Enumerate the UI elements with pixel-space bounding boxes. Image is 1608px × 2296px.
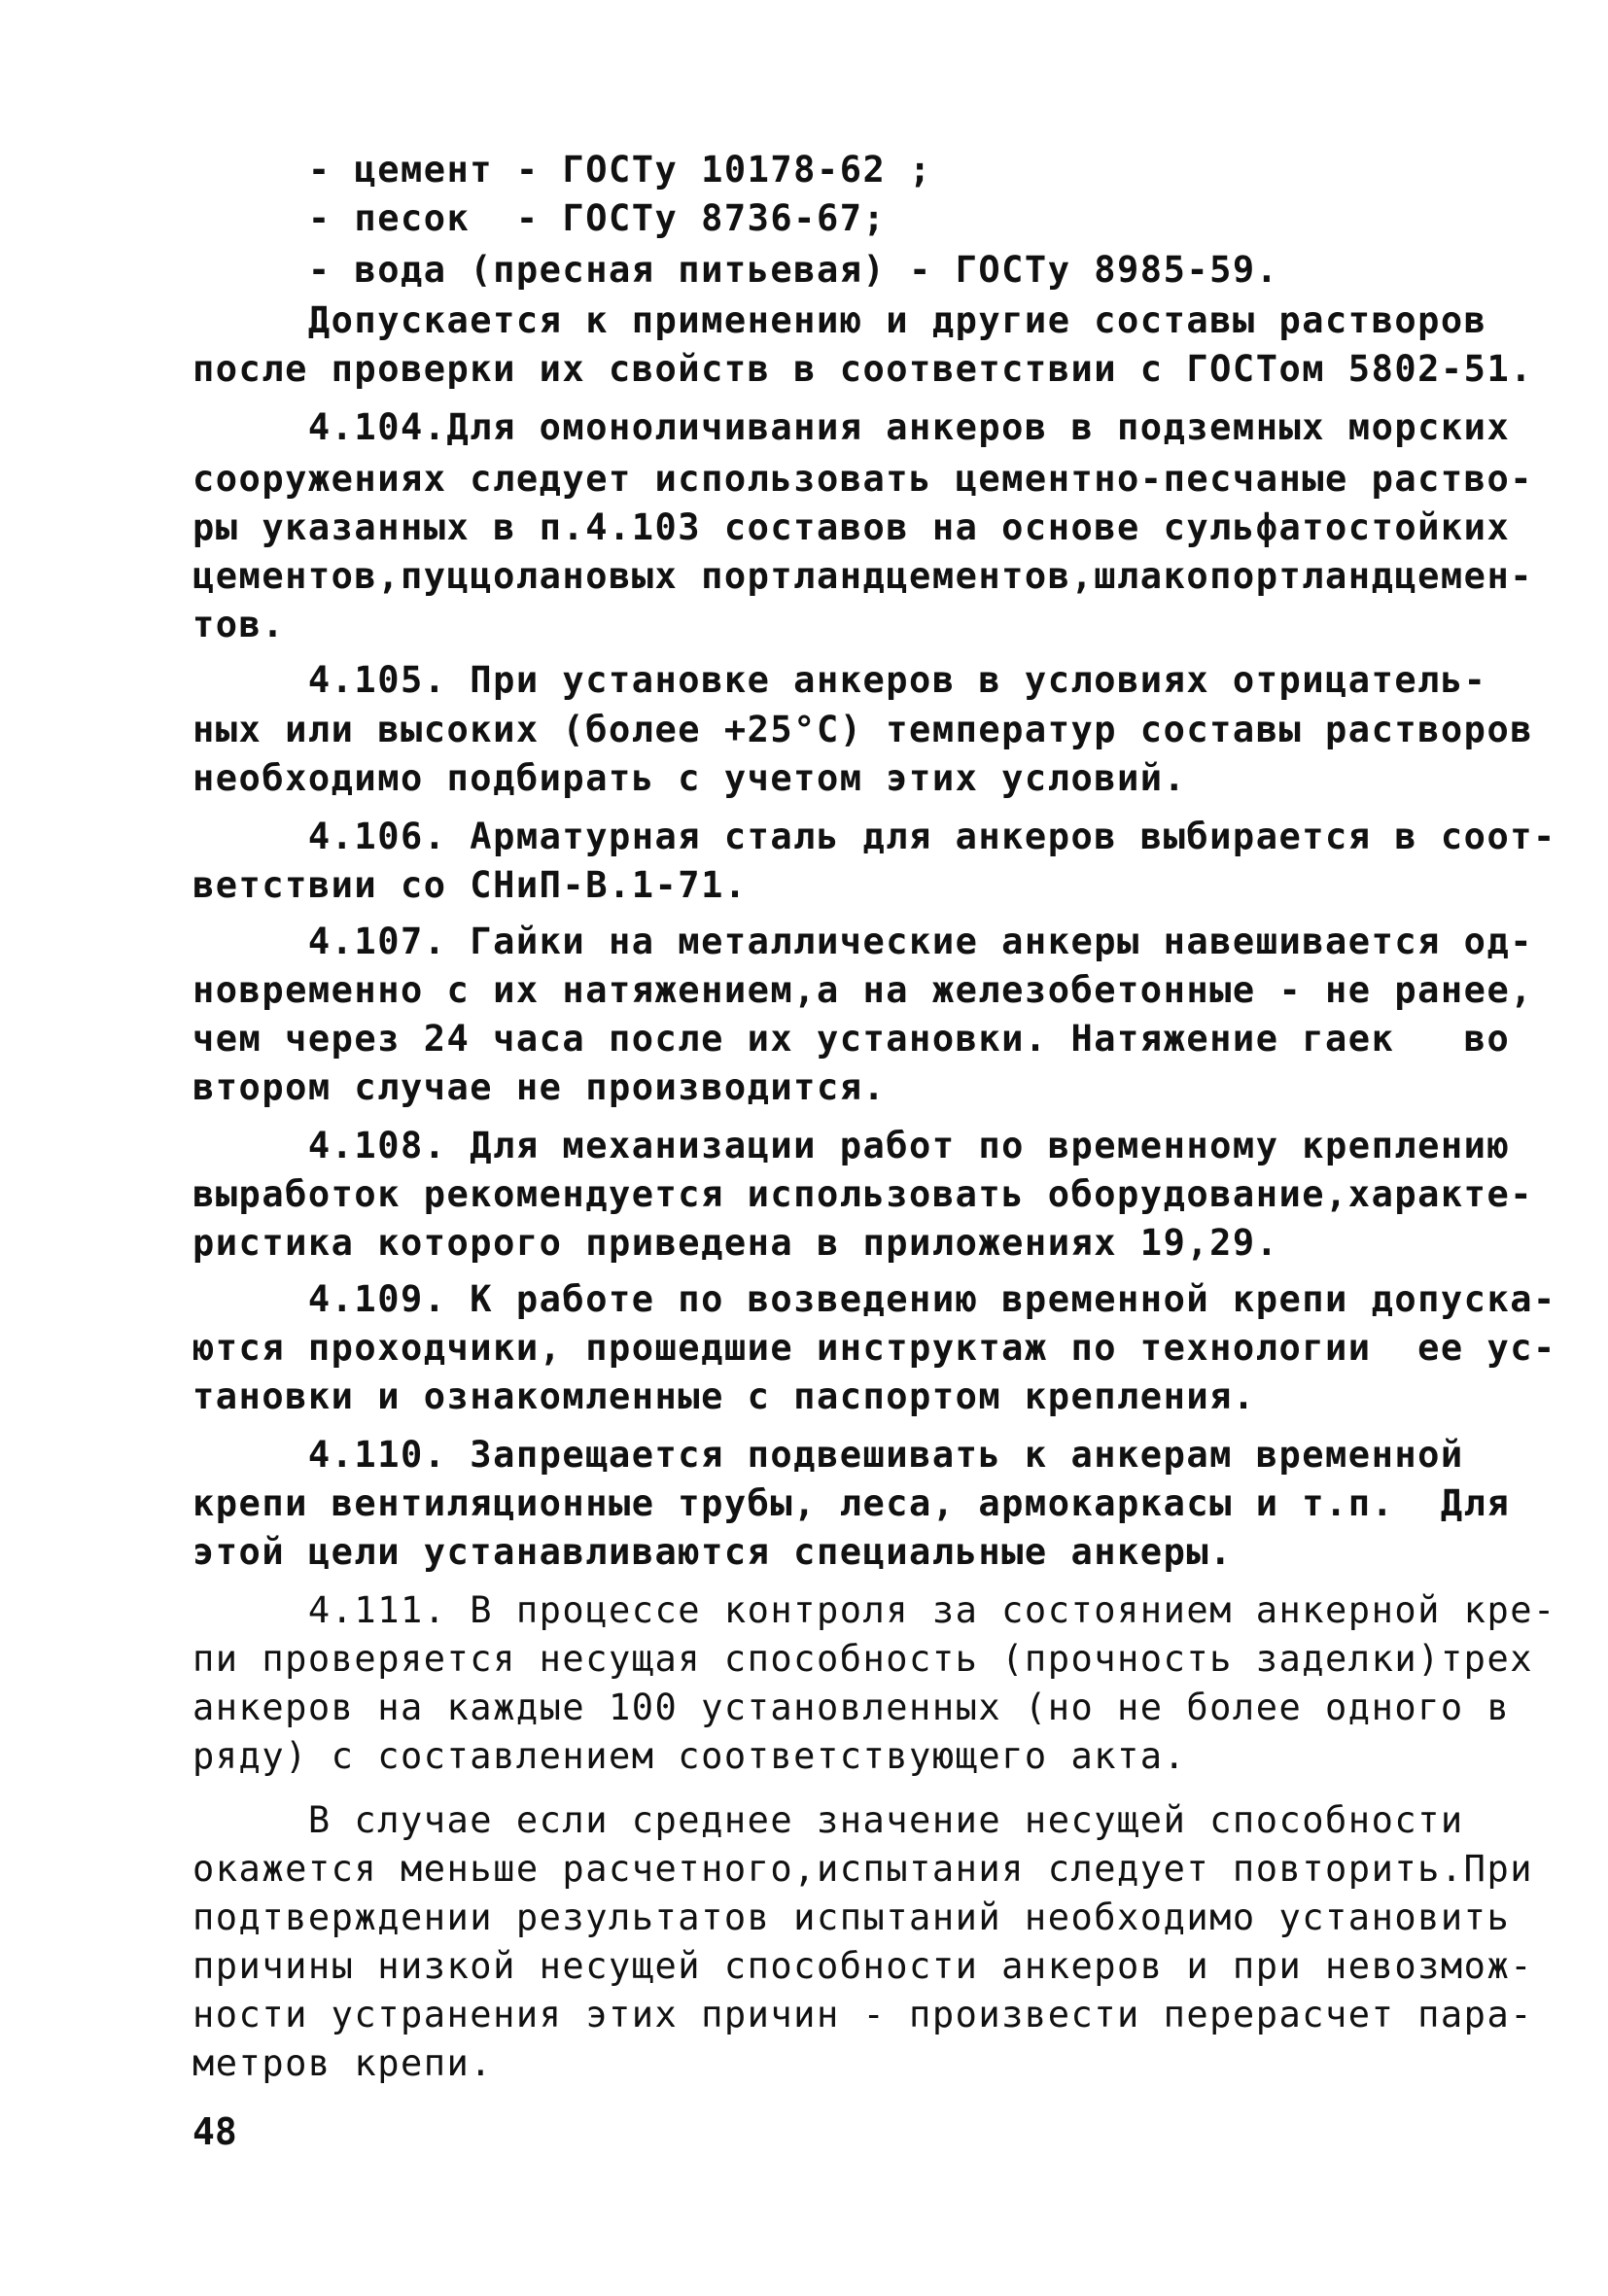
text-line: 4.104.Для омоноличивания анкеров в подземных морских — [192, 406, 1511, 448]
text-line: - песок - ГОСТу 8736-67; — [192, 197, 887, 239]
text-line: 4.110. Запрещается подвешивать к анкерам временной — [192, 1434, 1464, 1476]
text-line: подтверждении результатов испытаний необходимо установить — [192, 1896, 1511, 1938]
text-line: ются проходчики, прошедшие инструктаж по технологии ее ус- — [192, 1327, 1556, 1369]
text-line: 4.107. Гайки на металлические анкеры навешивается од- — [192, 921, 1534, 962]
text-line: сооружениях следует использовать цементно-песчаные раство- — [192, 458, 1534, 500]
text-line: крепи вентиляционные трубы, леса, армокаркасы и т.п. Для — [192, 1482, 1511, 1524]
text-line: 4.105. При установке анкеров в условиях отрицатель- — [192, 659, 1487, 701]
text-line: - цемент - ГОСТу 10178-62 ; — [192, 149, 932, 191]
text-line: анкеров на каждые 100 установленных (но не более одного в — [192, 1687, 1511, 1728]
text-line: цементов,пуццолановых портландцементов,шлакопортландцемен- — [192, 555, 1534, 597]
text-line: ности устранения этих причин - произвести перерасчет пара- — [192, 1994, 1534, 2035]
text-line: окажется меньше расчетного,испытания следует повторить.При — [192, 1848, 1534, 1890]
text-line: втором случае не производится. — [192, 1066, 887, 1108]
text-line: этой цели устанавливаются специальные анкеры. — [192, 1531, 1233, 1573]
text-line: ристика которого приведена в приложениях 19,29. — [192, 1222, 1279, 1264]
text-line: В случае если среднее значение несущей способности — [192, 1799, 1464, 1841]
text-line: необходимо подбирать с учетом этих условий. — [192, 757, 1187, 799]
text-line: выработок рекомендуется использовать оборудование,характе- — [192, 1173, 1534, 1215]
text-line: причины низкой несущей способности анкеров и при невозмож- — [192, 1945, 1534, 1987]
text-line: 4.108. Для механизации работ по временному креплению — [192, 1125, 1511, 1166]
text-line: ряду) с составлением соответствующего акта. — [192, 1735, 1187, 1777]
text-line: тановки и ознакомленные с паспортом крепления. — [192, 1375, 1256, 1417]
text-line: Допускается к применению и другие составы растворов — [192, 299, 1487, 341]
text-line: ветствии со СНиП-В.1-71. — [192, 864, 748, 906]
text-line: 4.106. Арматурная сталь для анкеров выбирается в соот- — [192, 816, 1556, 857]
text-line: - вода (пресная питьевая) - ГОСТу 8985-59. — [192, 249, 1279, 291]
text-line: 4.109. К работе по возведению временной крепи допуска- — [192, 1278, 1556, 1320]
text-line: тов. — [192, 604, 286, 645]
text-line: ных или высоких (более +25°С) температур составы растворов — [192, 709, 1534, 750]
text-line: ры указанных в п.4.103 составов на основе сульфатостойких — [192, 506, 1511, 548]
text-line: метров крепи. — [192, 2042, 494, 2084]
text-line: после проверки их свойств в соответствии с ГОСТом 5802-51. — [192, 348, 1534, 390]
text-line: чем через 24 часа после их установки. Натяжение гаек во — [192, 1018, 1511, 1060]
text-line: пи проверяется несущая способность (прочность заделки)трех — [192, 1638, 1534, 1680]
page-number: 48 — [192, 2110, 237, 2153]
text-line: новременно с их натяжением,а на железобетонные - не ранее, — [192, 969, 1534, 1011]
text-line: 4.111. В процессе контроля за состоянием анкерной кре- — [192, 1589, 1556, 1631]
